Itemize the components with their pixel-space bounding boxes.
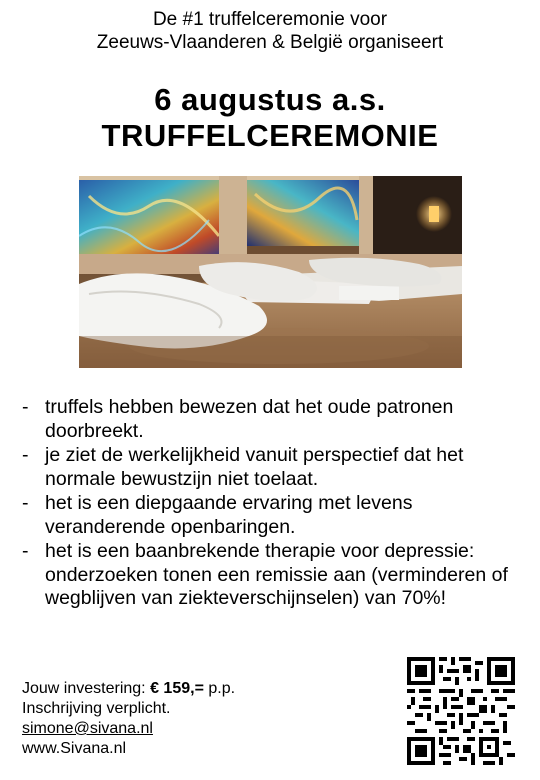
email-link[interactable]: simone@sivana.nl xyxy=(22,720,153,737)
list-item-text: je ziet de werkelijkheid vanuit perspectief dat het normale bewustzijn niet toelaat. xyxy=(45,444,464,490)
list-item xyxy=(22,444,527,491)
event-date: 6 augustus a.s. xyxy=(154,82,386,117)
footer-info xyxy=(22,679,392,759)
intro-line-1: De #1 truffelceremonie voor xyxy=(152,9,388,30)
list-item xyxy=(22,540,527,611)
list-item xyxy=(22,396,527,443)
website-text: www.Sivana.nl xyxy=(22,740,127,757)
list-item xyxy=(22,492,527,539)
bullet-dash: - xyxy=(22,396,29,418)
investment-line xyxy=(22,679,392,699)
qr-code-icon[interactable] xyxy=(407,657,515,765)
intro-line-2: Zeeuws-Vlaanderen & België organiseert xyxy=(96,32,444,53)
intro-text xyxy=(0,8,540,54)
bullet-dash: - xyxy=(22,540,29,562)
registration-note: Inschrijving verplicht. xyxy=(22,700,171,717)
bullet-dash: - xyxy=(22,492,29,514)
list-item-text: truffels hebben bewezen dat het oude patronen doorbreekt. xyxy=(45,396,454,442)
list-item-text: het is een diepgaande ervaring met levens veranderende openbaringen. xyxy=(45,492,413,538)
headline xyxy=(0,82,540,154)
price: € 159,= xyxy=(150,680,204,697)
price-suffix: p.p. xyxy=(208,680,236,697)
investment-label: Jouw investering: xyxy=(22,680,146,697)
list-item-text: het is een baanbrekende therapie voor depressie: onderzoeken tonen een remissie aan (verminderen of wegblijven van ziekteverschijnselen) van 70%! xyxy=(45,540,508,609)
bullet-dash: - xyxy=(22,444,29,466)
event-title: TRUFFELCEREMONIE xyxy=(101,118,439,153)
benefits-list xyxy=(22,396,527,612)
ceremony-room-photo xyxy=(79,176,462,368)
